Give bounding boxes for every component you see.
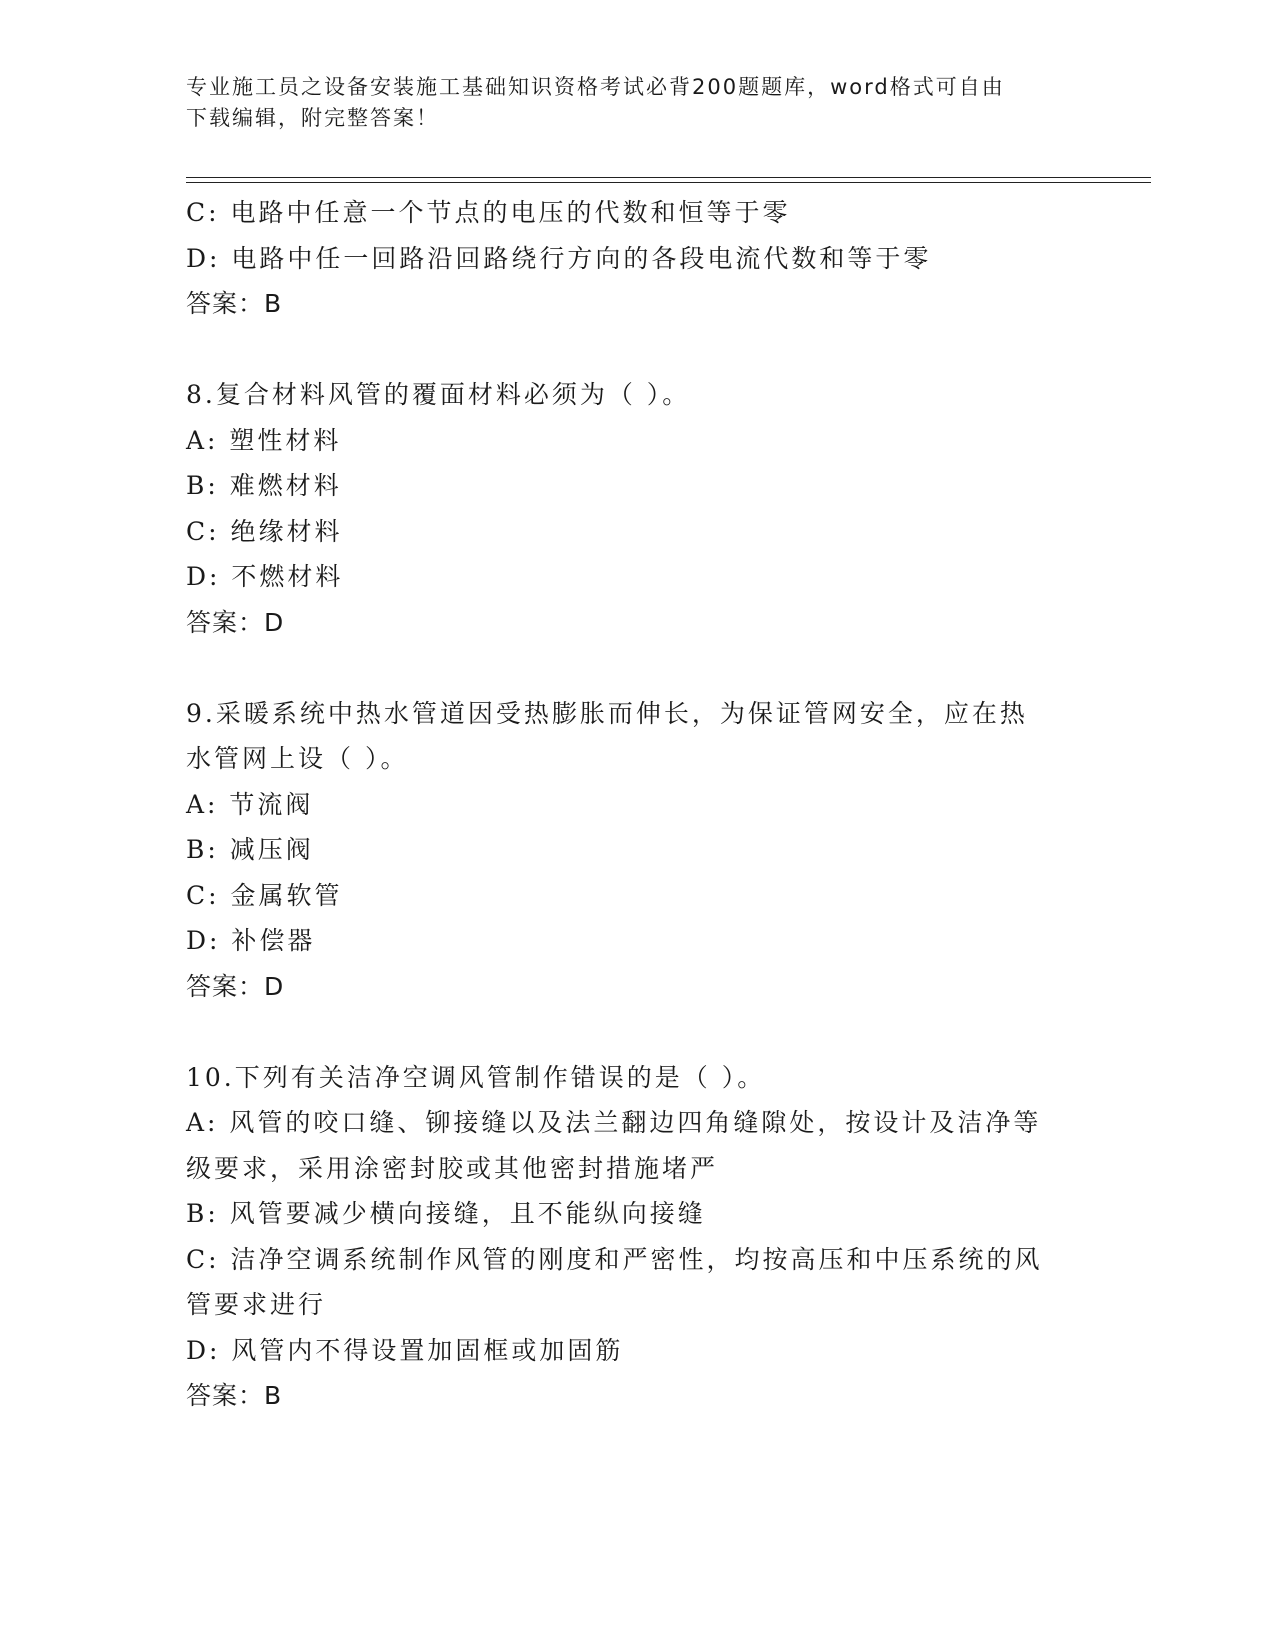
header-title-line-2: 下载编辑，附完整答案！ xyxy=(186,106,439,130)
spacer xyxy=(186,645,1086,691)
question-10-option-c-line-2: 管要求进行 xyxy=(186,1290,327,1319)
question-10-option-c-line-1: C: 洁净空调系统制作风管的刚度和严密性，均按高压和中压系统的风 xyxy=(186,1244,1043,1274)
question-9-option-b: B: 减压阀 xyxy=(186,835,314,864)
spacer xyxy=(186,327,1086,373)
question-9-option-a: A: 节流阀 xyxy=(186,789,314,819)
question-10-option-d: D: 风管内不得设置加固框或加固筋 xyxy=(186,1335,624,1365)
question-10-answer: 答案：B xyxy=(186,1381,283,1410)
question-10-option-a-line-1: A: 风管的咬口缝、铆接缝以及法兰翻边四角缝隙处，按设计及洁净等 xyxy=(186,1108,1042,1137)
header-title-line-1: 专业施工员之设备安装施工基础知识资格考试必背200题题库，word格式可自由 xyxy=(186,75,1005,99)
header-divider-top xyxy=(186,177,1151,178)
question-9-answer: 答案：D xyxy=(186,971,285,1001)
question-8-option-b: B: 难燃材料 xyxy=(186,471,342,500)
header-divider-bottom xyxy=(186,182,1151,183)
question-9-stem-line-2: 水管网上设（ ）。 xyxy=(186,744,409,773)
prev-answer: 答案：B xyxy=(186,289,283,318)
document-header xyxy=(186,72,1086,134)
question-9-option-d: D: 补偿器 xyxy=(186,926,316,955)
question-9-stem-line-1: 9.采暖系统中热水管道因受热膨胀而伸长，为保证管网安全，应在热 xyxy=(186,698,1028,728)
question-10-option-b: B: 风管要减少横向接缝，且不能纵向接缝 xyxy=(186,1199,706,1228)
spacer xyxy=(186,1009,1086,1055)
question-8-answer: 答案：D xyxy=(186,607,285,637)
question-8-option-d: D: 不燃材料 xyxy=(186,562,344,591)
question-9-option-c: C: 金属软管 xyxy=(186,880,343,910)
question-8-option-a: A: 塑性材料 xyxy=(186,425,342,455)
question-10-stem: 10.下列有关洁净空调风管制作错误的是（ ）。 xyxy=(186,1062,766,1092)
question-8-option-c: C: 绝缘材料 xyxy=(186,516,343,546)
prev-option-c: C: 电路中任意一个节点的电压的代数和恒等于零 xyxy=(186,198,791,227)
question-10-option-a-line-2: 级要求，采用涂密封胶或其他密封措施堵严 xyxy=(186,1153,719,1183)
prev-option-d: D: 电路中任一回路沿回路绕行方向的各段电流代数和等于零 xyxy=(186,243,932,273)
question-8-stem: 8.复合材料风管的覆面材料必须为（ ）。 xyxy=(186,380,691,409)
question-content xyxy=(186,190,1086,1419)
